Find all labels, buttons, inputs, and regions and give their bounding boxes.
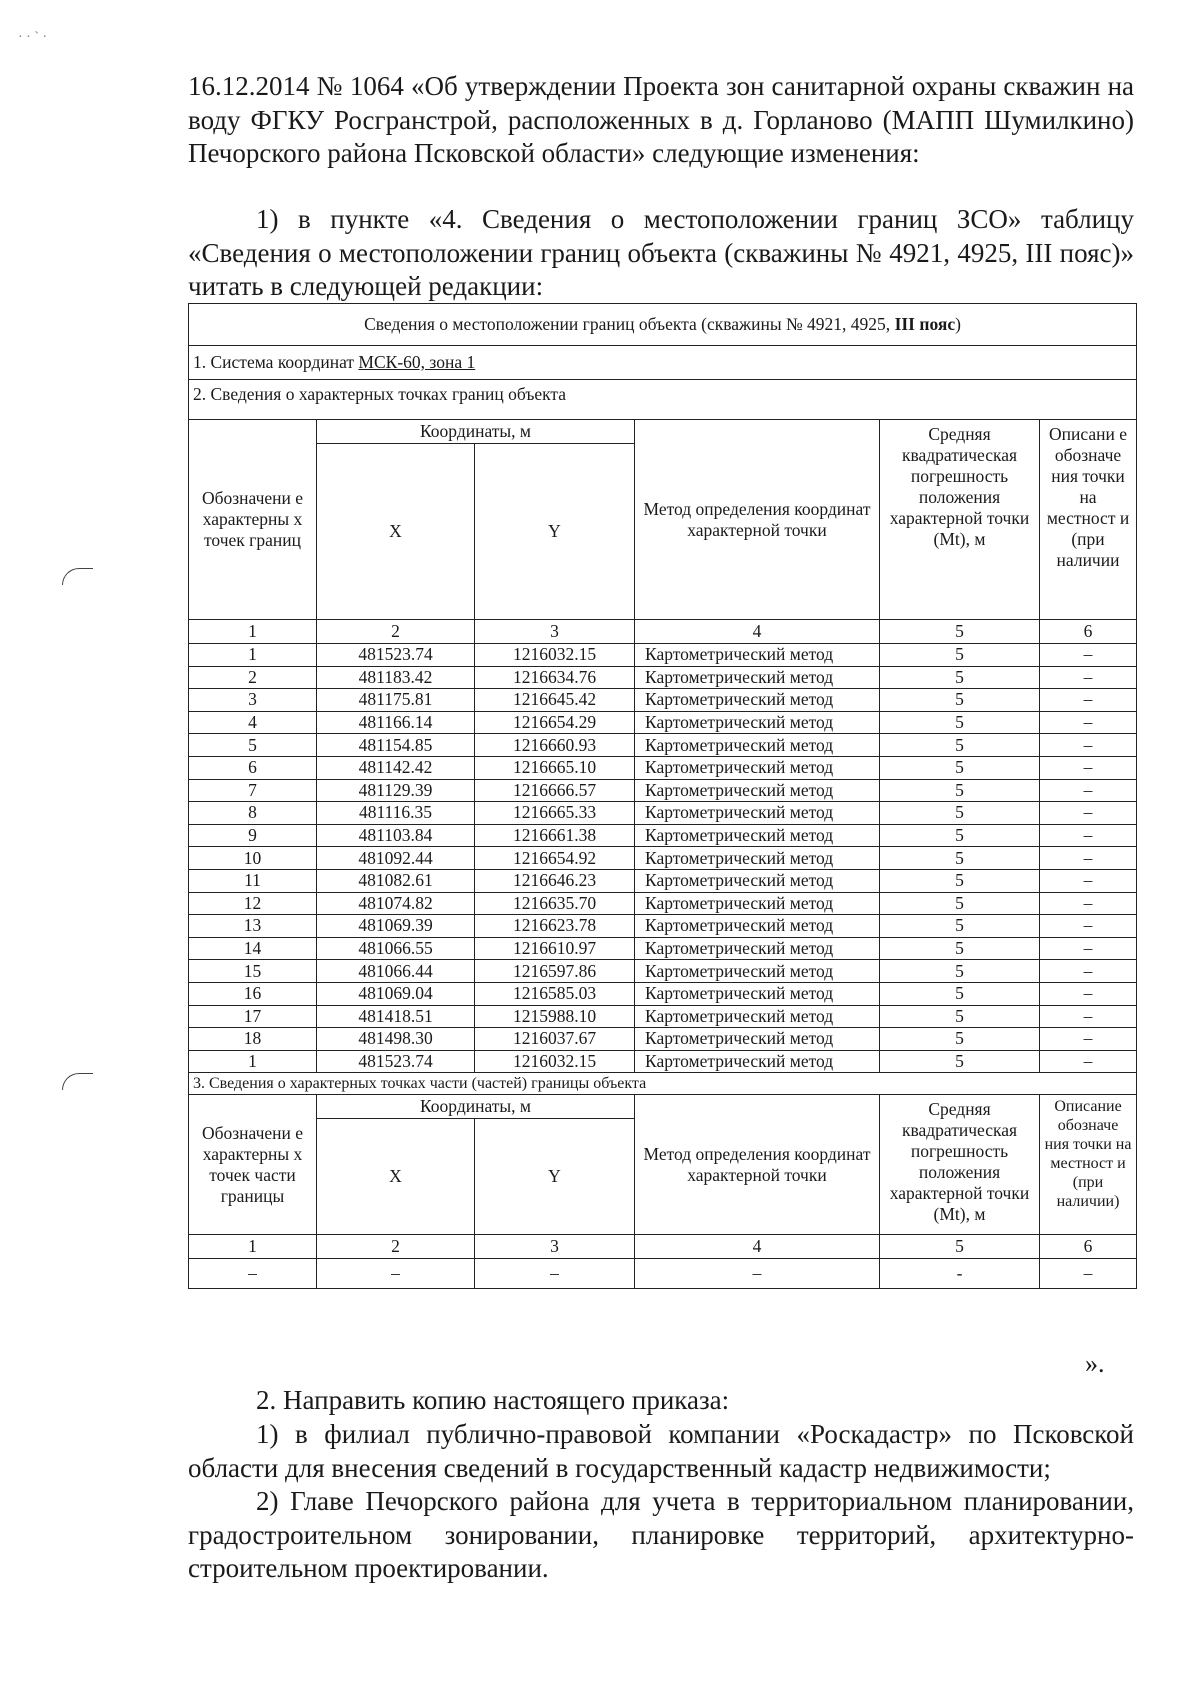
header-y: Y <box>475 444 635 620</box>
coord-x: 481523.74 <box>317 644 475 667</box>
description: – <box>1040 937 1137 960</box>
item-1-paragraph <box>188 203 1134 304</box>
error: 5 <box>880 644 1040 667</box>
header-error: Средняя квадратическая погрешность положения характерной точки (Mt), м <box>880 420 1040 620</box>
coord-x: 481183.42 <box>317 666 475 689</box>
method: Картометрический метод <box>635 960 880 983</box>
coordinate-system: 1. Система координат МСК-60, зона 1 <box>189 346 1137 380</box>
section-3-title: 3. Сведения о характерных точках части (частей) границы объекта <box>189 1073 1137 1095</box>
table-row <box>189 756 1137 779</box>
table-row <box>189 937 1137 960</box>
coord-y: 1216623.78 <box>475 915 635 938</box>
point-id: 13 <box>189 915 317 938</box>
error: 5 <box>880 734 1040 757</box>
description: – <box>1040 666 1137 689</box>
coord-x: 481092.44 <box>317 847 475 870</box>
method: Картометрический метод <box>635 1005 880 1028</box>
coord-y: 1216654.92 <box>475 847 635 870</box>
point-id: 18 <box>189 1028 317 1051</box>
table-row <box>189 1259 1137 1289</box>
method: Картометрический метод <box>635 689 880 712</box>
table-title-row <box>189 304 1137 346</box>
table-row <box>189 847 1137 870</box>
column-number: 2 <box>317 620 475 644</box>
coord-x: 481082.61 <box>317 869 475 892</box>
error: - <box>880 1259 1040 1289</box>
point-id: 1 <box>189 1050 317 1073</box>
coord-y: 1216666.57 <box>475 779 635 802</box>
description: – <box>1040 960 1137 983</box>
table-row <box>189 666 1137 689</box>
column-number: 3 <box>475 1235 635 1259</box>
section-2-title: 2. Сведения о характерных точках границ объекта <box>189 380 1137 420</box>
table-row <box>189 779 1137 802</box>
coord-y: 1216646.23 <box>475 869 635 892</box>
column-number: 5 <box>880 620 1040 644</box>
description: – <box>1040 711 1137 734</box>
item-2-paragraph <box>188 1384 1134 1418</box>
binder-hole-mark <box>62 1073 93 1090</box>
section-3-header-row-a <box>189 1095 1137 1119</box>
error: 5 <box>880 847 1040 870</box>
coord-x: 481066.55 <box>317 937 475 960</box>
method: Картометрический метод <box>635 644 880 667</box>
method: Картометрический метод <box>635 982 880 1005</box>
error: 5 <box>880 982 1040 1005</box>
method: Картометрический метод <box>635 779 880 802</box>
table-row <box>189 960 1137 983</box>
point-id: 11 <box>189 869 317 892</box>
table-row <box>189 1050 1137 1073</box>
header-y: Y <box>475 1119 635 1235</box>
column-number: 5 <box>880 1235 1040 1259</box>
header-error: Средняя квадратическая погрешность положения характерной точки (Mt), м <box>880 1095 1040 1235</box>
header-description: Описание обозначе ния точки на местност и (при наличии) <box>1040 1095 1137 1235</box>
item-1-text: 1) в пункте «4. Сведения о местоположении границ ЗСО» таблицу «Сведения о местоположении границ объекта (скважины № 4921, 4925, III пояс)» читать в следующей редакции: <box>188 204 1134 301</box>
table-row <box>189 644 1137 667</box>
coord-y: 1216032.15 <box>475 644 635 667</box>
coord-x: 481069.39 <box>317 915 475 938</box>
coord-y: 1216635.70 <box>475 892 635 915</box>
error: 5 <box>880 937 1040 960</box>
boundary-table <box>188 303 1136 1289</box>
point-id: 16 <box>189 982 317 1005</box>
coord-y: 1216660.93 <box>475 734 635 757</box>
method: Картометрический метод <box>635 937 880 960</box>
column-number: 6 <box>1040 1235 1137 1259</box>
coord-x: 481523.74 <box>317 1050 475 1073</box>
description: – <box>1040 824 1137 847</box>
method: Картометрический метод <box>635 802 880 825</box>
boundary-grid <box>188 303 1137 1289</box>
coord-x: 481142.42 <box>317 756 475 779</box>
method: Картометрический метод <box>635 734 880 757</box>
binder-hole-mark <box>62 568 93 585</box>
coord-x: 481074.82 <box>317 892 475 915</box>
scan-noise: · · ˋ · <box>18 30 48 45</box>
point-id: 6 <box>189 756 317 779</box>
method: Картометрический метод <box>635 892 880 915</box>
method: Картометрический метод <box>635 1050 880 1073</box>
coord-x: 481154.85 <box>317 734 475 757</box>
point-id: 17 <box>189 1005 317 1028</box>
error: 5 <box>880 666 1040 689</box>
header-row-a <box>189 420 1137 444</box>
header-point: Обозначени е характерны х точек части границы <box>189 1095 317 1235</box>
column-number: 3 <box>475 620 635 644</box>
description: – <box>1040 1028 1137 1051</box>
item-2-text: 2. Направить копию настоящего приказа: <box>256 1385 730 1415</box>
point-id: 8 <box>189 802 317 825</box>
header-method: Метод определения координат характерной точки <box>635 1095 880 1235</box>
coord-y: 1216665.33 <box>475 802 635 825</box>
description: – <box>1040 756 1137 779</box>
description: – <box>1040 644 1137 667</box>
item-2-1-paragraph <box>188 1418 1134 1485</box>
coord-y: 1216610.97 <box>475 937 635 960</box>
description: – <box>1040 1259 1137 1289</box>
error: 5 <box>880 824 1040 847</box>
table-row <box>189 824 1137 847</box>
coord-x: 481066.44 <box>317 960 475 983</box>
table-row <box>189 869 1137 892</box>
coord-x: 481116.35 <box>317 802 475 825</box>
coord-y: 1216585.03 <box>475 982 635 1005</box>
method: Картометрический метод <box>635 869 880 892</box>
point-id: 12 <box>189 892 317 915</box>
column-numbers-row <box>189 620 1137 644</box>
error: 5 <box>880 756 1040 779</box>
table-row <box>189 892 1137 915</box>
error: 5 <box>880 1028 1040 1051</box>
description: – <box>1040 734 1137 757</box>
coord-y: 1216661.38 <box>475 824 635 847</box>
intro-paragraph: 16.12.2014 № 1064 «Об утверждении Проекта зон санитарной охраны скважин на воду ФГКУ Росгранстрой, расположенных в д. Горланово (МАПП Шумилкино) Печорского района Псковской области» следующие изменения: <box>188 71 1134 168</box>
item-2-2-paragraph <box>188 1485 1134 1586</box>
table-row <box>189 689 1137 712</box>
coord-x: 481166.14 <box>317 711 475 734</box>
header-coords: Координаты, м <box>317 420 635 444</box>
header-point: Обозначени е характерны х точек границ <box>189 420 317 620</box>
point-id: 1 <box>189 644 317 667</box>
error: 5 <box>880 711 1040 734</box>
method: Картометрический метод <box>635 1028 880 1051</box>
header-x: X <box>317 444 475 620</box>
column-numbers-row <box>189 1235 1137 1259</box>
table-row <box>189 802 1137 825</box>
coord-y: – <box>475 1259 635 1289</box>
error: 5 <box>880 802 1040 825</box>
point-id: 3 <box>189 689 317 712</box>
column-number: 1 <box>189 1235 317 1259</box>
description: – <box>1040 982 1137 1005</box>
point-id: 5 <box>189 734 317 757</box>
method: Картометрический метод <box>635 824 880 847</box>
coord-y: 1216037.67 <box>475 1028 635 1051</box>
header-x: X <box>317 1119 475 1235</box>
error: 5 <box>880 960 1040 983</box>
table-row <box>189 982 1137 1005</box>
coord-x: 481175.81 <box>317 689 475 712</box>
method: Картометрический метод <box>635 666 880 689</box>
error: 5 <box>880 1050 1040 1073</box>
coord-y: 1216634.76 <box>475 666 635 689</box>
method: – <box>635 1259 880 1289</box>
coord-y: 1215988.10 <box>475 1005 635 1028</box>
error: 5 <box>880 1005 1040 1028</box>
coord-y: 1216665.10 <box>475 756 635 779</box>
table-row <box>189 1028 1137 1051</box>
coord-x: 481498.30 <box>317 1028 475 1051</box>
description: – <box>1040 847 1137 870</box>
coord-y: 1216654.29 <box>475 711 635 734</box>
table-row <box>189 711 1137 734</box>
coord-x: – <box>317 1259 475 1289</box>
point-id: – <box>189 1259 317 1289</box>
error: 5 <box>880 915 1040 938</box>
section-3-row <box>189 1073 1137 1095</box>
error: 5 <box>880 869 1040 892</box>
table-row <box>189 734 1137 757</box>
table-row <box>189 915 1137 938</box>
coord-x: 481069.04 <box>317 982 475 1005</box>
coord-y: 1216032.15 <box>475 1050 635 1073</box>
method: Картометрический метод <box>635 756 880 779</box>
coord-x: 481418.51 <box>317 1005 475 1028</box>
point-id: 15 <box>189 960 317 983</box>
header-description: Описани е обозначе ния точки на местност и (при наличии <box>1040 420 1137 620</box>
header-coords: Координаты, м <box>317 1095 635 1119</box>
column-number: 4 <box>635 1235 880 1259</box>
description: – <box>1040 915 1137 938</box>
description: – <box>1040 1050 1137 1073</box>
error: 5 <box>880 689 1040 712</box>
closing-quote: ». <box>1085 1349 1105 1378</box>
description: – <box>1040 1005 1137 1028</box>
section-2-row <box>189 380 1137 420</box>
description: – <box>1040 892 1137 915</box>
method: Картометрический метод <box>635 711 880 734</box>
point-id: 9 <box>189 824 317 847</box>
column-number: 2 <box>317 1235 475 1259</box>
point-id: 7 <box>189 779 317 802</box>
error: 5 <box>880 779 1040 802</box>
table-title: Сведения о местоположении границ объекта (скважины № 4921, 4925, III пояс) <box>189 304 1137 346</box>
description: – <box>1040 779 1137 802</box>
point-id: 4 <box>189 711 317 734</box>
table-row <box>189 1005 1137 1028</box>
header-method: Метод определения координат характерной точки <box>635 420 880 620</box>
point-id: 10 <box>189 847 317 870</box>
description: – <box>1040 802 1137 825</box>
point-id: 14 <box>189 937 317 960</box>
column-number: 4 <box>635 620 880 644</box>
error: 5 <box>880 892 1040 915</box>
description: – <box>1040 689 1137 712</box>
coord-x: 481129.39 <box>317 779 475 802</box>
item-2-1-text: 1) в филиал публично-правовой компании «Роскадастр» по Псковской области для внесения сведений в государственный кадастр недвижимости; <box>188 1419 1134 1483</box>
column-number: 6 <box>1040 620 1137 644</box>
coordinate-system-row <box>189 346 1137 380</box>
column-number: 1 <box>189 620 317 644</box>
method: Картометрический метод <box>635 915 880 938</box>
description: – <box>1040 869 1137 892</box>
coord-y: 1216645.42 <box>475 689 635 712</box>
item-2-2-text: 2) Главе Печорского района для учета в территориальном планировании, градостроительном зонировании, планировке территорий, архитектурно-строительном проектировании. <box>188 1486 1134 1583</box>
point-id: 2 <box>189 666 317 689</box>
method: Картометрический метод <box>635 847 880 870</box>
coord-x: 481103.84 <box>317 824 475 847</box>
coord-y: 1216597.86 <box>475 960 635 983</box>
